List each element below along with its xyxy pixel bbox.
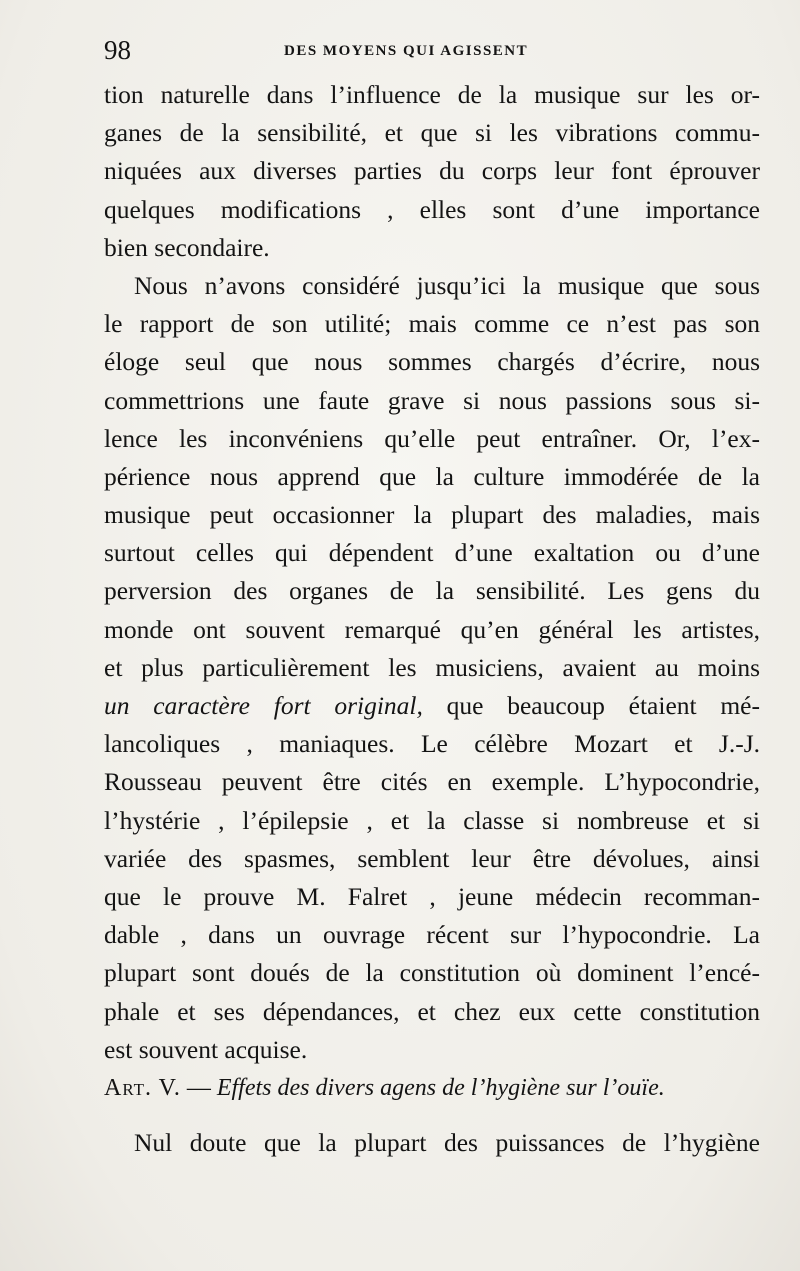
text-line: plupart sont doués de la constitution où dominent l’encé- xyxy=(104,958,760,988)
text-line: perversion des organes de la sensibilité. Les gens du xyxy=(104,576,760,606)
text-line: surtout celles qui dépendent d’une exaltation ou d’une xyxy=(104,538,760,568)
text-line: dable , dans un ouvrage récent sur l’hypocondrie. La xyxy=(104,920,760,950)
final-paragraph xyxy=(104,1124,760,1162)
text-line: périence nous apprend que la culture immodérée de la xyxy=(104,461,760,491)
page-number: 98 xyxy=(104,35,131,65)
text-line: que le prouve M. Falret , jeune médecin recomman- xyxy=(104,881,760,911)
text-line: monde ont souvent remarqué qu’en général les artistes, xyxy=(104,614,760,644)
text-line: variée des spasmes, semblent leur être dévolues, ainsi xyxy=(104,843,760,873)
text-line: Rousseau peuvent être cités en exemple. L’hypocondrie, xyxy=(104,767,760,797)
text-line: lancoliques , maniaques. Le célèbre Mozart et J.-J. xyxy=(104,729,760,759)
text-line: et plus particulièrement les musiciens, avaient au moins xyxy=(104,652,760,682)
text-line: éloge seul que nous sommes chargés d’écrire, nous xyxy=(104,347,760,377)
text-line: musique peut occasionner la plupart des maladies, mais xyxy=(104,500,760,530)
text-line: Nous n’avons considéré jusqu’ici la musique que sous xyxy=(134,270,760,300)
text-line: ganes de la sensibilité, et que si les vibrations commu- xyxy=(104,118,760,148)
article-label: Art. V. xyxy=(104,1075,181,1101)
article-title: Effets des divers agens de l’hygiène sur l’ouïe. xyxy=(216,1075,665,1101)
text-line: commettrions une faute grave si nous passions sous si- xyxy=(104,385,760,415)
article-dash: — xyxy=(186,1075,211,1101)
running-head: DES MOYENS QUI AGISSENT xyxy=(284,43,529,59)
page-header xyxy=(104,30,760,70)
text-line: lence les inconvéniens qu’elle peut entraîner. Or, l’ex- xyxy=(104,423,760,453)
text-line: tion naturelle dans l’influence de la musique sur les or- xyxy=(104,80,760,109)
text-line: phale et ses dépendances, et chez eux cette constitution xyxy=(104,996,760,1026)
text-line: est souvent acquise. xyxy=(104,1034,308,1064)
text-line: l’hystérie , l’épilepsie , et la classe si nombreuse et si xyxy=(104,805,760,835)
text-line: niquées aux diverses parties du corps leur font éprouver xyxy=(104,156,760,186)
text-line: le rapport de son utilité; mais comme ce n’est pas son xyxy=(104,309,760,339)
text-line: bien secondaire. xyxy=(104,232,270,262)
text-span: que beaucoup étaient mé- xyxy=(446,691,760,720)
body-text xyxy=(104,76,760,1069)
text-line: Nul doute que la plupart des puissances de l’hygiène xyxy=(134,1128,760,1157)
italic-phrase: un caractère fort original, xyxy=(104,691,423,720)
text-line-with-italic xyxy=(104,687,760,725)
text-line: quelques modifications , elles sont d’une importance xyxy=(104,194,760,224)
article-heading xyxy=(104,1068,760,1108)
